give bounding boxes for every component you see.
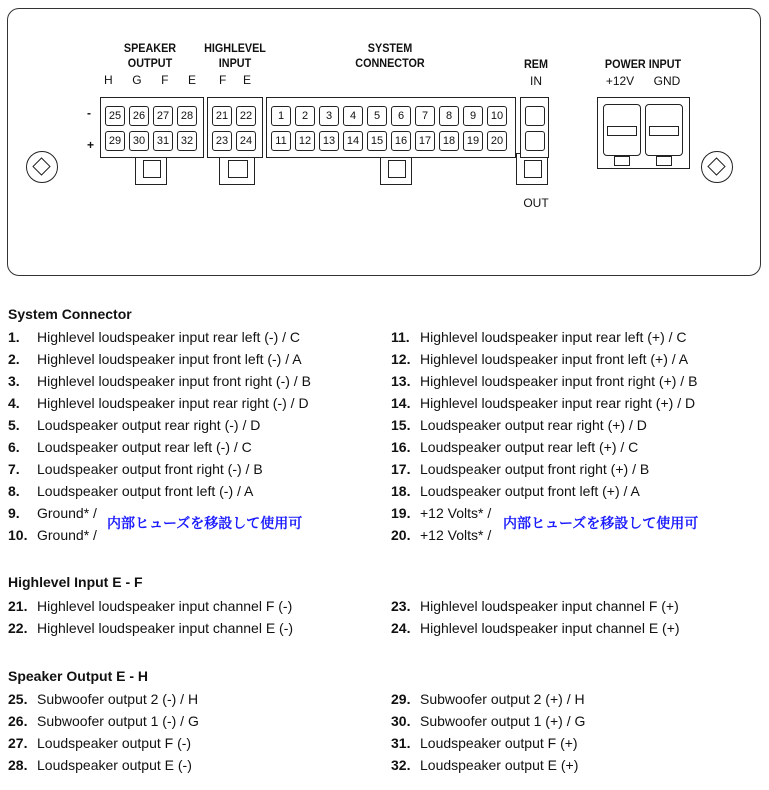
- item-number: 26.: [8, 713, 28, 729]
- item-number: 5.: [8, 417, 20, 433]
- item-number: 4.: [8, 395, 20, 411]
- item-number: 11.: [391, 329, 410, 345]
- item-number: 27.: [8, 735, 28, 751]
- item-number: 19.: [391, 505, 411, 521]
- pin-22: 22: [236, 106, 256, 126]
- item-number: 1.: [8, 329, 20, 345]
- letter-h: H: [104, 73, 113, 87]
- highlevel-input-letters: [219, 73, 251, 87]
- pin-26: 26: [129, 106, 149, 126]
- letter-g: G: [132, 73, 142, 87]
- list-item: [391, 712, 585, 730]
- item-text: +12 Volts* /: [420, 505, 492, 521]
- pin-32: 32: [177, 131, 197, 151]
- list-item: [8, 460, 263, 478]
- list-item: [391, 416, 647, 434]
- item-number: 31.: [391, 735, 411, 751]
- system-connector-latch-inner: [388, 160, 406, 178]
- pin-10: 10: [487, 106, 507, 126]
- item-text: Loudspeaker output rear right (-) / D: [37, 417, 261, 433]
- power-gnd-slot-bar: [649, 126, 679, 136]
- pin-14: 14: [343, 131, 363, 151]
- list-item: [8, 394, 309, 412]
- item-text: Ground* /: [37, 527, 97, 543]
- item-text: Loudspeaker output front left (-) / A: [37, 483, 254, 499]
- item-text: Highlevel loudspeaker input front right (+) / B: [420, 373, 698, 389]
- pin-1: 1: [271, 106, 291, 126]
- item-number: 2.: [8, 351, 20, 367]
- item-number: 28.: [8, 757, 28, 773]
- pin-5: 5: [367, 106, 387, 126]
- item-text: Highlevel loudspeaker input front right (-) / B: [37, 373, 311, 389]
- pin-6: 6: [391, 106, 411, 126]
- item-text: Subwoofer output 1 (+) / G: [420, 713, 586, 729]
- item-number: 23.: [391, 598, 411, 614]
- item-text: Highlevel loudspeaker input front left (-) / A: [37, 351, 302, 367]
- list-item: [391, 597, 679, 615]
- list-item: [8, 526, 97, 544]
- list-item: [8, 372, 311, 390]
- item-number: 21.: [8, 598, 28, 614]
- highlevel-input-header: HIGHLEVEL INPUT: [204, 41, 266, 70]
- item-number: 32.: [391, 757, 411, 773]
- item-number: 13.: [391, 373, 411, 389]
- item-text: Highlevel loudspeaker input channel F (-): [37, 598, 293, 614]
- item-number: 8.: [8, 483, 20, 499]
- item-text: Highlevel loudspeaker input front left (+) / A: [420, 351, 689, 367]
- pin-27: 27: [153, 106, 173, 126]
- item-text: Subwoofer output 1 (-) / G: [37, 713, 199, 729]
- item-number: 30.: [391, 713, 411, 729]
- list-item: [391, 619, 680, 637]
- list-item: [391, 328, 687, 346]
- item-text: Loudspeaker output F (-): [37, 735, 192, 751]
- list-item: [8, 712, 199, 730]
- letter-f: F: [161, 73, 169, 87]
- rem-in-pin: [525, 106, 545, 126]
- item-number: 14.: [391, 395, 411, 411]
- item-number: 3.: [8, 373, 20, 389]
- item-number: 15.: [391, 417, 411, 433]
- item-number: 6.: [8, 439, 20, 455]
- plus-12v-label: +12V: [605, 74, 635, 88]
- pin-7: 7: [415, 106, 435, 126]
- item-text: Loudspeaker output E (+): [420, 757, 579, 773]
- power-input-header: POWER INPUT: [604, 57, 682, 71]
- list-item: [391, 504, 491, 522]
- list-item: [391, 438, 638, 456]
- list-item: [391, 734, 578, 752]
- rem-out-pin: [525, 131, 545, 151]
- item-number: 24.: [391, 620, 411, 636]
- list-item: [8, 438, 252, 456]
- item-text: Loudspeaker output E (-): [37, 757, 192, 773]
- pin-30: 30: [129, 131, 149, 151]
- item-text: Highlevel loudspeaker input channel E (-): [37, 620, 294, 636]
- list-item: [8, 597, 292, 615]
- speaker-output-header: SPEAKER OUTPUT: [123, 41, 177, 70]
- pin-4: 4: [343, 106, 363, 126]
- item-text: +12 Volts* /: [420, 527, 492, 543]
- item-text: Loudspeaker output front right (+) / B: [420, 461, 650, 477]
- pin-15: 15: [367, 131, 387, 151]
- list-item: [8, 350, 302, 368]
- pin-2: 2: [295, 106, 315, 126]
- speaker-output-letters: [104, 73, 196, 87]
- rem-in-label: IN: [530, 74, 542, 88]
- item-text: Loudspeaker output front left (+) / A: [420, 483, 640, 499]
- right-screw-icon: [701, 151, 733, 183]
- item-number: 25.: [8, 691, 28, 707]
- list-item: [391, 690, 585, 708]
- item-text: Loudspeaker output front right (-) / B: [37, 461, 263, 477]
- gnd-label: GND: [653, 74, 681, 88]
- item-text: Ground* /: [37, 505, 97, 521]
- pin-3: 3: [319, 106, 339, 126]
- pin-8: 8: [439, 106, 459, 126]
- pin-16: 16: [391, 131, 411, 151]
- item-number: 22.: [8, 620, 28, 636]
- pin-20: 20: [487, 131, 507, 151]
- pin-17: 17: [415, 131, 435, 151]
- list-item: [391, 756, 578, 774]
- item-number: 16.: [391, 439, 411, 455]
- power-plus-tab: [614, 156, 630, 166]
- list-item: [391, 482, 640, 500]
- pin-19: 19: [463, 131, 483, 151]
- list-item: [8, 756, 192, 774]
- item-text: Highlevel loudspeaker input channel E (+): [420, 620, 680, 636]
- fuse-note-right: 内部ヒューズを移設して使用可: [503, 515, 699, 531]
- plus-marker: +: [87, 138, 95, 152]
- list-item: [8, 619, 293, 637]
- highlevel-input-latch-inner: [228, 160, 248, 178]
- item-number: 17.: [391, 461, 411, 477]
- pin-25: 25: [105, 106, 125, 126]
- pin-23: 23: [212, 131, 232, 151]
- pin-12: 12: [295, 131, 315, 151]
- pin-29: 29: [105, 131, 125, 151]
- pin-9: 9: [463, 106, 483, 126]
- item-number: 10.: [8, 527, 28, 543]
- pin-24: 24: [236, 131, 256, 151]
- item-text: Highlevel loudspeaker input rear right (+) / D: [420, 395, 696, 411]
- minus-marker: -: [87, 106, 91, 120]
- power-plus-slot-bar: [607, 126, 637, 136]
- item-text: Loudspeaker output rear right (+) / D: [420, 417, 647, 433]
- list-item: [8, 482, 253, 500]
- item-text: Highlevel loudspeaker input channel F (+): [420, 598, 679, 614]
- list-item: [8, 416, 260, 434]
- power-gnd-tab: [656, 156, 672, 166]
- item-number: 9.: [8, 505, 20, 521]
- highlevel-input-title: Highlevel Input E - F: [8, 574, 143, 590]
- letter-f-input: F: [219, 73, 227, 87]
- list-item: [8, 328, 300, 346]
- item-number: 7.: [8, 461, 20, 477]
- item-text: Loudspeaker output F (+): [420, 735, 578, 751]
- item-number: 18.: [391, 483, 411, 499]
- speaker-output-latch-inner: [143, 160, 161, 178]
- rem-header: REM: [523, 57, 548, 71]
- item-number: 12.: [391, 351, 411, 367]
- item-text: Subwoofer output 2 (+) / H: [420, 691, 585, 707]
- pin-18: 18: [439, 131, 459, 151]
- letter-e: E: [187, 73, 196, 87]
- rem-latch-inner: [524, 160, 542, 178]
- rem-out-label: OUT: [523, 196, 549, 210]
- list-item: [391, 526, 491, 544]
- item-number: 20.: [391, 527, 411, 543]
- list-item: [8, 690, 198, 708]
- item-text: Loudspeaker output rear left (-) / C: [37, 439, 252, 455]
- list-item: [391, 460, 649, 478]
- item-text: Highlevel loudspeaker input rear left (+) / C: [420, 329, 687, 345]
- item-text: Subwoofer output 2 (-) / H: [37, 691, 199, 707]
- pin-11: 11: [271, 131, 291, 151]
- pin-28: 28: [177, 106, 197, 126]
- pin-31: 31: [153, 131, 173, 151]
- left-screw-icon: [26, 151, 58, 183]
- item-text: Highlevel loudspeaker input rear right (-) / D: [37, 395, 309, 411]
- list-item: [391, 394, 695, 412]
- system-connector-header: SYSTEM CONNECTOR: [355, 41, 425, 70]
- item-text: Highlevel loudspeaker input rear left (-) / C: [37, 329, 301, 345]
- fuse-note-left: 内部ヒューズを移設して使用可: [107, 515, 303, 531]
- letter-e-input: E: [242, 73, 251, 87]
- list-item: [8, 734, 191, 752]
- item-number: 29.: [391, 691, 411, 707]
- pin-21: 21: [212, 106, 232, 126]
- speaker-output-title: Speaker Output E - H: [8, 668, 149, 684]
- system-connector-title: System Connector: [8, 306, 132, 322]
- item-text: Loudspeaker output rear left (+) / C: [420, 439, 639, 455]
- list-item: [391, 372, 697, 390]
- list-item: [391, 350, 688, 368]
- pin-13: 13: [319, 131, 339, 151]
- list-item: [8, 504, 97, 522]
